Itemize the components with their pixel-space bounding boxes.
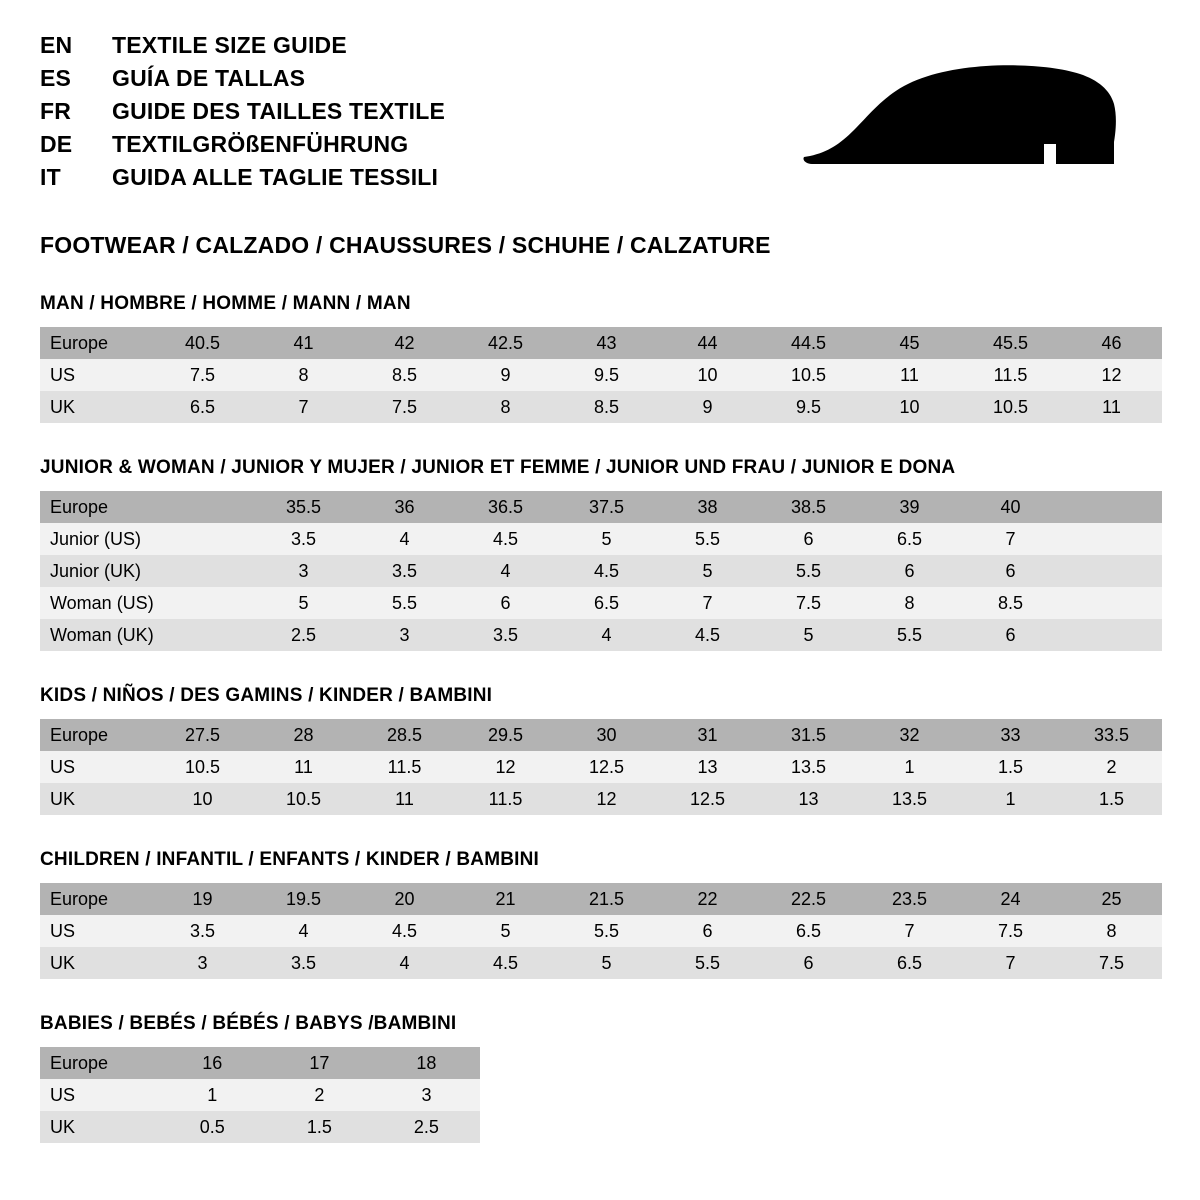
cell: 1 xyxy=(859,751,960,783)
cell: 8 xyxy=(1061,915,1162,947)
cell: 24 xyxy=(960,883,1061,915)
cell: 13.5 xyxy=(758,751,859,783)
cell: 33.5 xyxy=(1061,719,1162,751)
section-babies xyxy=(40,1013,1160,1143)
dress-shoe-icon xyxy=(760,60,1140,200)
cell: 13 xyxy=(657,751,758,783)
cell: 12 xyxy=(1061,359,1162,391)
cell: 45 xyxy=(859,327,960,359)
cell: 8.5 xyxy=(556,391,657,423)
cell: 13.5 xyxy=(859,783,960,815)
table-row xyxy=(40,751,1162,783)
cell: 6 xyxy=(960,619,1061,651)
cell: 2 xyxy=(266,1079,373,1111)
cell: 11 xyxy=(859,359,960,391)
cell: 17 xyxy=(266,1047,373,1079)
table-row xyxy=(40,523,1162,555)
cell: 12 xyxy=(455,751,556,783)
cell: 1.5 xyxy=(1061,783,1162,815)
cell: 9.5 xyxy=(758,391,859,423)
cell: 6 xyxy=(758,523,859,555)
cell: 5 xyxy=(253,587,354,619)
cell: 19 xyxy=(152,883,253,915)
cell: 8 xyxy=(859,587,960,619)
cell: 36 xyxy=(354,491,455,523)
cell: 37.5 xyxy=(556,491,657,523)
cell: 22.5 xyxy=(758,883,859,915)
section-children xyxy=(40,849,1160,979)
cell: 4.5 xyxy=(556,555,657,587)
cell: 27.5 xyxy=(152,719,253,751)
cell: 5.5 xyxy=(657,523,758,555)
cell: 45.5 xyxy=(960,327,1061,359)
cell: 13 xyxy=(758,783,859,815)
cell: 7.5 xyxy=(1061,947,1162,979)
cell: 6 xyxy=(455,587,556,619)
language-title-list xyxy=(40,32,445,197)
row-label: UK xyxy=(40,1111,159,1143)
cell: 5 xyxy=(556,947,657,979)
cell: 1 xyxy=(960,783,1061,815)
cell xyxy=(152,555,253,587)
cell: 33 xyxy=(960,719,1061,751)
cell: 9.5 xyxy=(556,359,657,391)
row-label: Junior (US) xyxy=(40,523,152,555)
row-label: UK xyxy=(40,783,152,815)
row-label: US xyxy=(40,359,152,391)
language-row xyxy=(40,98,445,131)
cell: 35.5 xyxy=(253,491,354,523)
cell: 25 xyxy=(1061,883,1162,915)
table-row xyxy=(40,883,1162,915)
language-code: ES xyxy=(40,65,72,91)
table-row xyxy=(40,555,1162,587)
size-table-babies xyxy=(40,1047,480,1143)
cell: 11 xyxy=(354,783,455,815)
cell: 7.5 xyxy=(960,915,1061,947)
table-row xyxy=(40,1111,480,1143)
cell: 0.5 xyxy=(159,1111,266,1143)
table-row xyxy=(40,391,1162,423)
language-title: GUIDA ALLE TAGLIE TESSILI xyxy=(112,164,439,190)
cell: 10 xyxy=(859,391,960,423)
cell: 4 xyxy=(253,915,354,947)
cell: 7.5 xyxy=(152,359,253,391)
cell: 6.5 xyxy=(758,915,859,947)
table-row xyxy=(40,619,1162,651)
cell: 3 xyxy=(354,619,455,651)
cell xyxy=(152,619,253,651)
language-row xyxy=(40,32,445,65)
cell: 4.5 xyxy=(455,523,556,555)
size-table-kids xyxy=(40,719,1162,815)
row-label: Europe xyxy=(40,719,152,751)
cell: 2.5 xyxy=(253,619,354,651)
cell: 40.5 xyxy=(152,327,253,359)
cell: 3.5 xyxy=(354,555,455,587)
cell: 22 xyxy=(657,883,758,915)
cell: 6 xyxy=(859,555,960,587)
size-table-children xyxy=(40,883,1162,979)
size-table-man xyxy=(40,327,1162,423)
cell: 1.5 xyxy=(266,1111,373,1143)
cell: 5.5 xyxy=(657,947,758,979)
cell xyxy=(1061,619,1162,651)
cell: 21.5 xyxy=(556,883,657,915)
section-man xyxy=(40,293,1160,423)
table-row xyxy=(40,947,1162,979)
table-row xyxy=(40,719,1162,751)
cell: 6.5 xyxy=(556,587,657,619)
cell: 10.5 xyxy=(960,391,1061,423)
cell xyxy=(1061,555,1162,587)
language-code: EN xyxy=(40,32,73,58)
row-label: US xyxy=(40,1079,159,1111)
cell: 20 xyxy=(354,883,455,915)
row-label: UK xyxy=(40,391,152,423)
cell: 4 xyxy=(354,523,455,555)
cell: 7 xyxy=(960,947,1061,979)
cell: 28 xyxy=(253,719,354,751)
cell: 10.5 xyxy=(758,359,859,391)
cell: 5 xyxy=(556,523,657,555)
cell: 29.5 xyxy=(455,719,556,751)
cell: 5.5 xyxy=(556,915,657,947)
cell xyxy=(152,587,253,619)
cell xyxy=(152,523,253,555)
cell: 46 xyxy=(1061,327,1162,359)
cell: 44.5 xyxy=(758,327,859,359)
row-label: UK xyxy=(40,947,152,979)
language-row xyxy=(40,164,445,197)
cell: 1.5 xyxy=(960,751,1061,783)
cell: 3 xyxy=(373,1079,480,1111)
row-label: US xyxy=(40,751,152,783)
language-row xyxy=(40,131,445,164)
cell xyxy=(1061,587,1162,619)
cell: 4 xyxy=(556,619,657,651)
table-row xyxy=(40,1079,480,1111)
cell: 39 xyxy=(859,491,960,523)
cell xyxy=(1061,491,1162,523)
cell: 5.5 xyxy=(859,619,960,651)
cell: 1 xyxy=(159,1079,266,1111)
cell: 3.5 xyxy=(253,523,354,555)
cell: 7.5 xyxy=(758,587,859,619)
row-label: Junior (UK) xyxy=(40,555,152,587)
section-title: JUNIOR & WOMAN / JUNIOR Y MUJER / JUNIOR ET FEMME / JUNIOR UND FRAU / JUNIOR E DONA xyxy=(40,457,956,478)
cell: 3.5 xyxy=(455,619,556,651)
cell: 8.5 xyxy=(960,587,1061,619)
section-title: MAN / HOMBRE / HOMME / MANN / MAN xyxy=(40,293,411,314)
row-label: Europe xyxy=(40,1047,159,1079)
language-code: DE xyxy=(40,131,73,157)
cell: 8.5 xyxy=(354,359,455,391)
cell: 11 xyxy=(253,751,354,783)
cell: 5 xyxy=(455,915,556,947)
table-row xyxy=(40,327,1162,359)
cell: 11.5 xyxy=(455,783,556,815)
cell: 9 xyxy=(455,359,556,391)
cell xyxy=(1061,523,1162,555)
cell: 42.5 xyxy=(455,327,556,359)
cell: 31 xyxy=(657,719,758,751)
table-row xyxy=(40,783,1162,815)
row-label: Woman (US) xyxy=(40,587,152,619)
cell: 3.5 xyxy=(152,915,253,947)
row-label: Europe xyxy=(40,883,152,915)
cell: 4.5 xyxy=(455,947,556,979)
language-title: TEXTILGRÖßENFÜHRUNG xyxy=(112,131,409,157)
language-title: TEXTILE SIZE GUIDE xyxy=(112,32,347,58)
cell: 5.5 xyxy=(758,555,859,587)
cell: 6.5 xyxy=(859,523,960,555)
language-title: GUIDE DES TAILLES TEXTILE xyxy=(112,98,445,124)
cell xyxy=(152,491,253,523)
table-row xyxy=(40,1047,480,1079)
cell: 41 xyxy=(253,327,354,359)
cell: 10 xyxy=(152,783,253,815)
row-label: US xyxy=(40,915,152,947)
section-title: BABIES / BEBÉS / BÉBÉS / BABYS /BAMBINI xyxy=(40,1013,457,1034)
cell: 6 xyxy=(960,555,1061,587)
cell: 6.5 xyxy=(152,391,253,423)
cell: 7 xyxy=(859,915,960,947)
language-row xyxy=(40,65,445,98)
cell: 18 xyxy=(373,1047,480,1079)
cell: 8 xyxy=(455,391,556,423)
cell: 6 xyxy=(657,915,758,947)
cell: 5 xyxy=(758,619,859,651)
cell: 8 xyxy=(253,359,354,391)
cell: 16 xyxy=(159,1047,266,1079)
cell: 3.5 xyxy=(253,947,354,979)
cell: 38.5 xyxy=(758,491,859,523)
cell: 28.5 xyxy=(354,719,455,751)
table-row xyxy=(40,359,1162,391)
cell: 4 xyxy=(354,947,455,979)
cell: 12.5 xyxy=(657,783,758,815)
table-row xyxy=(40,915,1162,947)
cell: 10 xyxy=(657,359,758,391)
cell: 32 xyxy=(859,719,960,751)
row-label: Europe xyxy=(40,327,152,359)
language-code: FR xyxy=(40,98,72,124)
cell: 5.5 xyxy=(354,587,455,619)
cell: 36.5 xyxy=(455,491,556,523)
cell: 31.5 xyxy=(758,719,859,751)
section-junior-woman xyxy=(40,457,1160,651)
cell: 42 xyxy=(354,327,455,359)
cell: 23.5 xyxy=(859,883,960,915)
cell: 7.5 xyxy=(354,391,455,423)
cell: 4 xyxy=(455,555,556,587)
table-row xyxy=(40,491,1162,523)
row-label: Woman (UK) xyxy=(40,619,152,651)
cell: 7 xyxy=(253,391,354,423)
cell: 11 xyxy=(1061,391,1162,423)
cell: 38 xyxy=(657,491,758,523)
language-title: GUÍA DE TALLAS xyxy=(112,65,306,91)
cell: 21 xyxy=(455,883,556,915)
cell: 2.5 xyxy=(373,1111,480,1143)
cell: 12 xyxy=(556,783,657,815)
language-code: IT xyxy=(40,164,61,190)
cell: 43 xyxy=(556,327,657,359)
header xyxy=(40,32,1160,200)
cell: 4.5 xyxy=(354,915,455,947)
cell: 40 xyxy=(960,491,1061,523)
cell: 7 xyxy=(657,587,758,619)
cell: 3 xyxy=(152,947,253,979)
cell: 4.5 xyxy=(657,619,758,651)
cell: 30 xyxy=(556,719,657,751)
cell: 10.5 xyxy=(152,751,253,783)
category-title: FOOTWEAR / CALZADO / CHAUSSURES / SCHUHE / CALZATURE xyxy=(40,232,771,258)
section-title: CHILDREN / INFANTIL / ENFANTS / KINDER / BAMBINI xyxy=(40,849,540,870)
cell: 12.5 xyxy=(556,751,657,783)
table-row xyxy=(40,587,1162,619)
cell: 2 xyxy=(1061,751,1162,783)
cell: 11.5 xyxy=(354,751,455,783)
cell: 10.5 xyxy=(253,783,354,815)
cell: 7 xyxy=(960,523,1061,555)
section-kids xyxy=(40,685,1160,815)
section-title: KIDS / NIÑOS / DES GAMINS / KINDER / BAMBINI xyxy=(40,685,493,706)
cell: 9 xyxy=(657,391,758,423)
cell: 11.5 xyxy=(960,359,1061,391)
size-table-junior-woman xyxy=(40,491,1162,651)
cell: 6 xyxy=(758,947,859,979)
row-label: Europe xyxy=(40,491,152,523)
cell: 44 xyxy=(657,327,758,359)
cell: 6.5 xyxy=(859,947,960,979)
cell: 3 xyxy=(253,555,354,587)
cell: 5 xyxy=(657,555,758,587)
cell: 19.5 xyxy=(253,883,354,915)
